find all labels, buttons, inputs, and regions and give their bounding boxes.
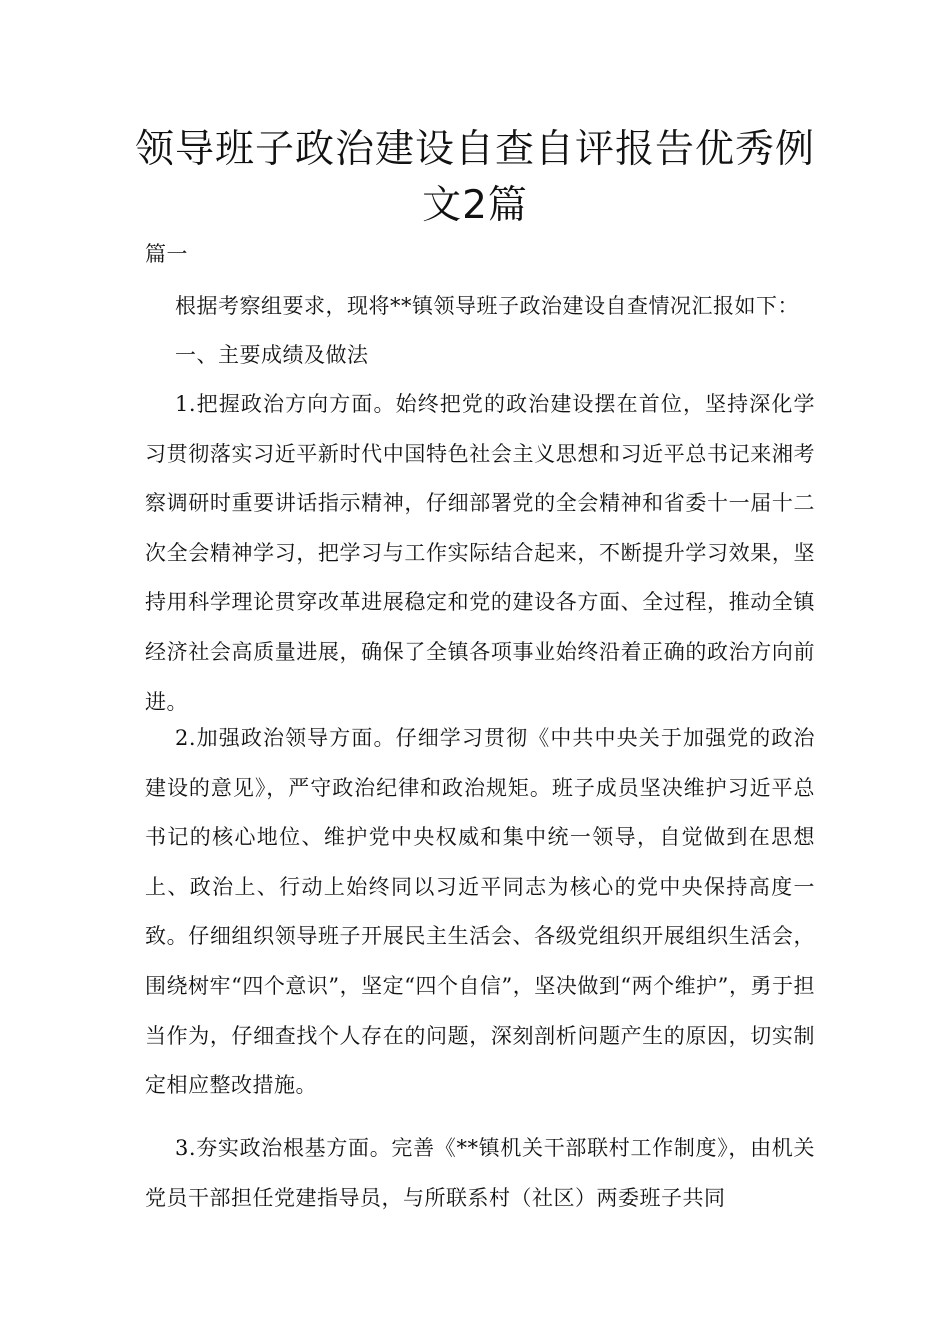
paragraph-political-leadership: 2.加强政治领导方面。仔细学习贯彻《中共中央关于加强党的政治建设的意见》，严守政治纪律和政治规矩。班子成员坚决维护习近平总书记的核心地位、维护党中央权威和集中统一领导，自觉做到在思想上、政治上、行动上始终同以习近平同志为核心的党中央保持高度一致。仔细组织领导班子开展民主生活会、各级党组织开展组织生活会，围绕树牢“四个意识”，坚定“四个自信”，坚决做到“两个维护”，勇于担当作为，仔细查找个人存在的问题，深刻剖析问题产生的原因，切实制定相应整改措施。 [145, 726, 815, 1098]
title-line-2: 文2篇 [422, 183, 528, 228]
section-label: 篇一 [145, 242, 188, 266]
heading-main-achievements: 一、主要成绩及做法 [175, 343, 369, 367]
paragraph-political-direction: 1.把握政治方向方面。始终把党的政治建设摆在首位，坚持深化学习贯彻落实习近平新时代中国特色社会主义思想和习近平总书记来湘考察调研时重要讲话指示精神，仔细部署党的全会精神和省委十一届十二次全会精神学习，把学习与工作实际结合起来，不断提升学习效果，坚持用科学理论贯穿改革进展稳定和党的建设各方面、全过程，推动全镇经济社会高质量进展，确保了全镇各项事业始终沿着正确的政治方向前进。 [145, 392, 815, 714]
title-line-1: 领导班子政治建设自查自评报告优秀例 [134, 127, 815, 172]
paragraph-political-foundation: 3.夯实政治根基方面。完善《**镇机关干部联村工作制度》，由机关党员干部担任党建指导员，与所联系村（社区）两委班子共同 [145, 1136, 815, 1210]
document-title [120, 122, 830, 234]
paragraph-intro: 根据考察组要求，现将**镇领导班子政治建设自查情况汇报如下： [175, 294, 799, 318]
